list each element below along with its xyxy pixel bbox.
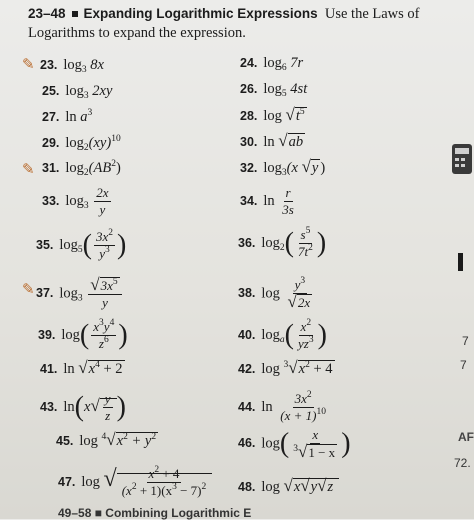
problem-41: 41. $\ln √x^4 + 2$ bbox=[40, 358, 123, 377]
bullet-square-icon bbox=[72, 11, 78, 17]
edge-fragment: 7 bbox=[460, 358, 467, 372]
problem-36: 36. $\log_2$( $\frac{s^5}{7t^2}$ ) bbox=[238, 226, 327, 259]
problem-27: 27. $\ln a^3$ bbox=[42, 108, 93, 125]
problem-39: 39. log( $\frac{x^3y^4}{z^6}$ ) bbox=[38, 318, 128, 351]
problem-25: 25. $\log_3 2xy$ bbox=[42, 83, 113, 101]
problem-30: 30. ln √ab bbox=[240, 131, 304, 150]
problem-26: 26. $\log_5 4st$ bbox=[240, 81, 308, 99]
problem-37: 37. $\log_3$ $\frac{√3x^5}{y}$ bbox=[36, 278, 124, 310]
problem-28: 28. $\log √t^5$ bbox=[240, 105, 305, 124]
problem-33: 33. $\log_3$ $\frac{2x}{y}$ bbox=[42, 185, 109, 217]
calculator-icon bbox=[452, 144, 472, 174]
problem-42: 42. $\log ^3√x^2 + 4$ bbox=[238, 358, 333, 377]
instruction-line-1: Use the Laws of bbox=[324, 6, 420, 22]
instruction-line-2: Logarithms to expand the expression. bbox=[28, 25, 246, 41]
problem-34: 34. ln $\frac{r}{3s}$ bbox=[240, 185, 294, 217]
section-header bbox=[28, 4, 420, 43]
problem-40: 40. $\log_a$( $\frac{x^2}{yz^3}$ ) bbox=[238, 318, 327, 351]
pencil-mark-icon: ✎ bbox=[22, 280, 35, 298]
edge-fragment: AF bbox=[458, 430, 474, 444]
problem-45: 45. $\log ^4√x^2 + y^2$ bbox=[56, 430, 157, 449]
problem-46: 46. log( $\frac{x}{^3√1 - x}$ ) bbox=[238, 427, 351, 461]
problem-29: 29. $\log_2(xy)^{10}$ bbox=[42, 134, 121, 153]
section-title: Expanding Logarithmic Expressions bbox=[83, 6, 318, 21]
exercise-range: 23–48 bbox=[28, 6, 66, 21]
problem-47: 47. log √ $\frac{x^2 + 4}{(x^2 + 1)(x^3 - 7)^2}$ bbox=[58, 466, 212, 498]
pencil-mark-icon: ✎ bbox=[22, 55, 35, 73]
problem-43: 43. ln(x√ $\frac{y}{z}$ ) bbox=[40, 391, 126, 423]
pencil-mark-icon: ✎ bbox=[22, 160, 35, 178]
problem-44: 44. ln $\frac{3x^2}{(x + 1)^{10}}$ bbox=[238, 390, 326, 423]
problem-23: 23. $\log_3 8x$ bbox=[40, 57, 104, 75]
problem-35: 35. $\log_5$( $\frac{3x^2}{y^3}$ ) bbox=[36, 228, 127, 261]
problem-38: 38. log $\frac{y^3}{√2x}$ bbox=[238, 276, 311, 311]
edge-fragment: 7 bbox=[462, 334, 469, 348]
problem-24: 24. $\log_6 7r$ bbox=[240, 55, 304, 73]
edge-fragment: 72. bbox=[454, 456, 471, 470]
edge-bar bbox=[458, 253, 463, 271]
problem-48: 48. log √x√y√z bbox=[238, 476, 339, 496]
next-section-header: 49–58 ■ Combining Logarithmic E bbox=[58, 506, 252, 520]
problem-31: 31. $\log_2(AB^2)$ bbox=[42, 159, 121, 178]
problem-32: 32. $\log_3(x$ √y ) bbox=[240, 157, 326, 178]
